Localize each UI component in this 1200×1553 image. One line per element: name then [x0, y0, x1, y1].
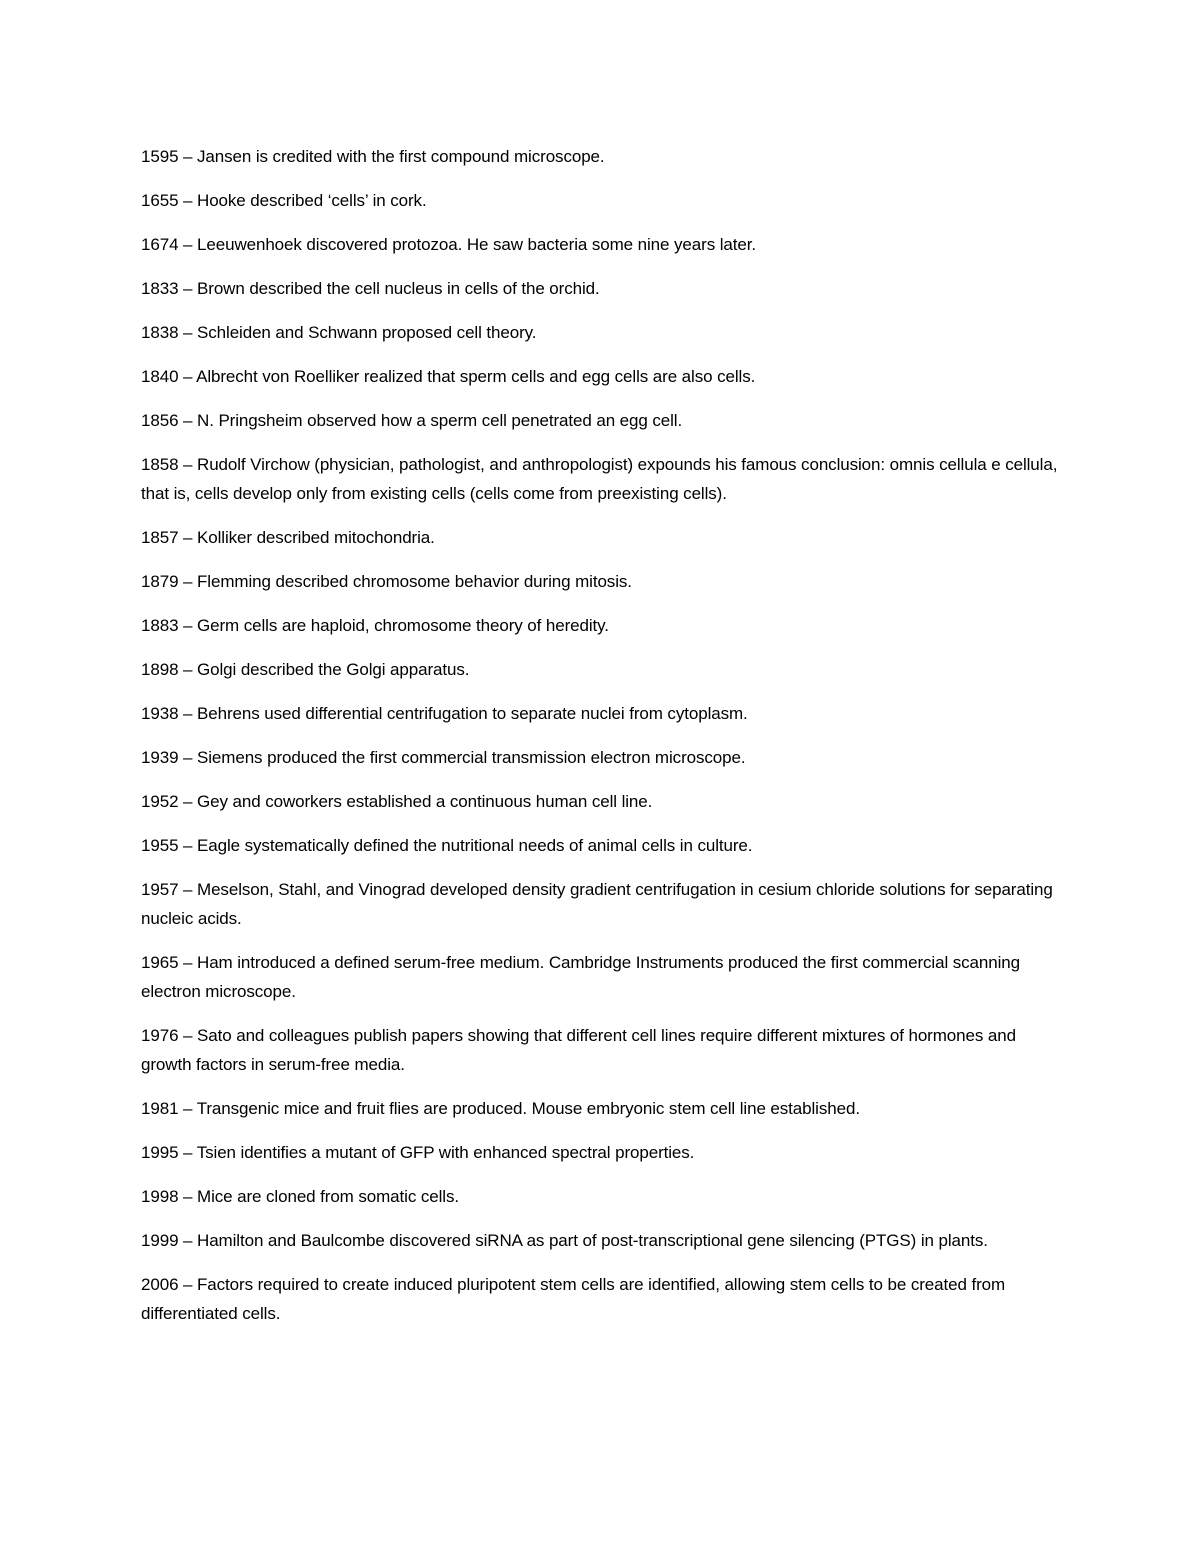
timeline-entry: 2006 – Factors required to create induced pluripotent stem cells are identified, allowing stem cells to be created from differentiated cells.	[141, 1275, 1006, 1323]
timeline-entry: 1898 – Golgi described the Golgi apparatus.	[141, 660, 470, 679]
timeline-entry: 1858 – Rudolf Virchow (physician, pathologist, and anthropologist) expounds his famous conclusion: omnis cellula e cellula, that is, cells develop only from existing cells (cells come from preexisting cells).	[141, 455, 1058, 503]
timeline-entry: 1999 – Hamilton and Baulcombe discovered siRNA as part of post-transcriptional gene silencing (PTGS) in plants.	[141, 1231, 988, 1250]
timeline-entry: 1838 – Schleiden and Schwann proposed cell theory.	[141, 323, 537, 342]
timeline-entry: 1998 – Mice are cloned from somatic cells.	[141, 1187, 459, 1206]
timeline-entry: 1938 – Behrens used differential centrifugation to separate nuclei from cytoplasm.	[141, 704, 748, 723]
timeline-entry: 1674 – Leeuwenhoek discovered protozoa. He saw bacteria some nine years later.	[141, 235, 756, 254]
timeline-entry: 1952 – Gey and coworkers established a continuous human cell line.	[141, 792, 653, 811]
cell-biology-timeline	[141, 142, 1061, 1343]
timeline-entry: 1939 – Siemens produced the first commercial transmission electron microscope.	[141, 748, 746, 767]
timeline-entry: 1595 – Jansen is credited with the first compound microscope.	[141, 147, 605, 166]
timeline-entry: 1857 – Kolliker described mitochondria.	[141, 528, 435, 547]
timeline-entry: 1833 – Brown described the cell nucleus in cells of the orchid.	[141, 279, 600, 298]
timeline-entry: 1995 – Tsien identifies a mutant of GFP with enhanced spectral properties.	[141, 1143, 695, 1162]
timeline-entry: 1976 – Sato and colleagues publish papers showing that different cell lines require different mixtures of hormones and growth factors in serum-free media.	[141, 1026, 1016, 1074]
timeline-entry: 1981 – Transgenic mice and fruit flies are produced. Mouse embryonic stem cell line established.	[141, 1099, 860, 1118]
timeline-entry: 1965 – Ham introduced a defined serum-free medium. Cambridge Instruments produced the first commercial scanning electron microscope.	[141, 953, 1020, 1001]
timeline-entry: 1955 – Eagle systematically defined the nutritional needs of animal cells in culture.	[141, 836, 753, 855]
timeline-entry: 1957 – Meselson, Stahl, and Vinograd developed density gradient centrifugation in cesium chloride solutions for separating nucleic acids.	[141, 880, 1053, 928]
timeline-entry: 1879 – Flemming described chromosome behavior during mitosis.	[141, 572, 632, 591]
timeline-entry: 1883 – Germ cells are haploid, chromosome theory of heredity.	[141, 616, 609, 635]
timeline-entry: 1840 – Albrecht von Roelliker realized that sperm cells and egg cells are also cells.	[141, 367, 756, 386]
timeline-entry: 1655 – Hooke described ‘cells’ in cork.	[141, 191, 427, 210]
timeline-entry: 1856 – N. Pringsheim observed how a sperm cell penetrated an egg cell.	[141, 411, 683, 430]
